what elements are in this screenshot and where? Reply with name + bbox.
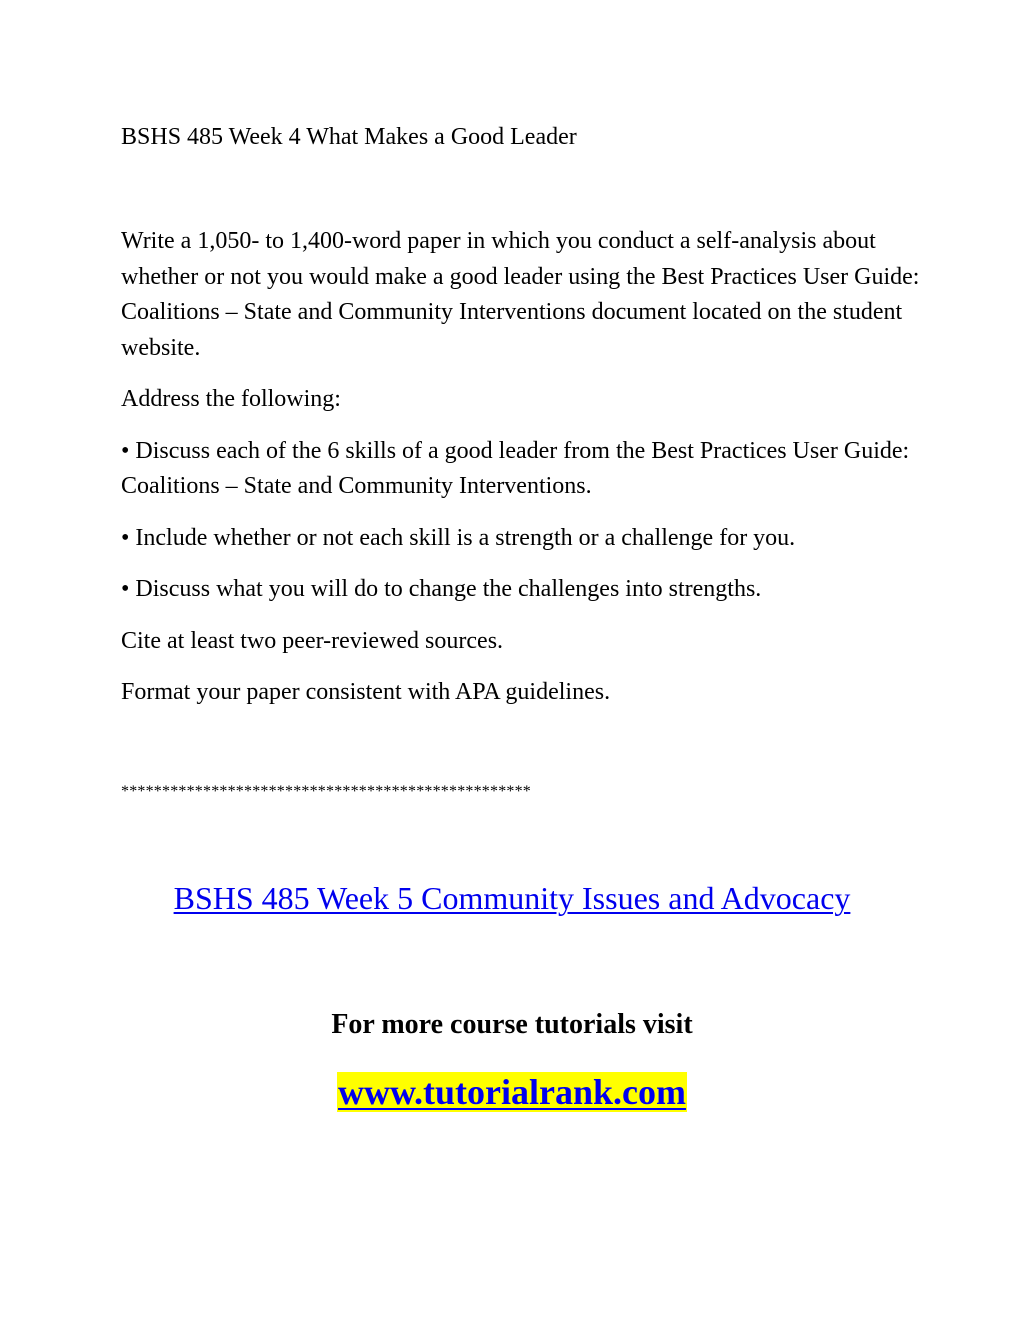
separator-line: ************************************************** <box>121 783 531 800</box>
bullet-item: • Discuss each of the 6 skills of a good leader from the Best Practices User Guide: Coalitions – State and Community Interventions. <box>121 437 910 499</box>
bullet-item: • Discuss what you will do to change the challenges into strengths. <box>121 576 762 602</box>
site-link-container <box>0 1068 1024 1116</box>
assignment-intro-paragraph: Write a 1,050- to 1,400-word paper in which you conduct a self-analysis about whether or not you would make a good leader using the Best Practices User Guide: Coalitions – State and Community Interventions document located on the student website. <box>121 228 920 361</box>
assignment-body <box>121 224 921 727</box>
address-heading: Address the following: <box>121 386 341 412</box>
document-title: BSHS 485 Week 4 What Makes a Good Leader <box>121 124 577 150</box>
website-link[interactable]: www.tutorialrank.com <box>338 1072 686 1112</box>
next-week-link[interactable]: BSHS 485 Week 5 Community Issues and Advocacy <box>173 880 851 916</box>
promo-text: For more course tutorials visit <box>331 1009 693 1040</box>
bullet-item: • Include whether or not each skill is a strength or a challenge for you. <box>121 524 796 551</box>
format-requirement: Format your paper consistent with APA guidelines. <box>121 679 611 705</box>
citation-requirement: Cite at least two peer-reviewed sources. <box>121 627 504 654</box>
next-week-link-container <box>0 878 1024 918</box>
